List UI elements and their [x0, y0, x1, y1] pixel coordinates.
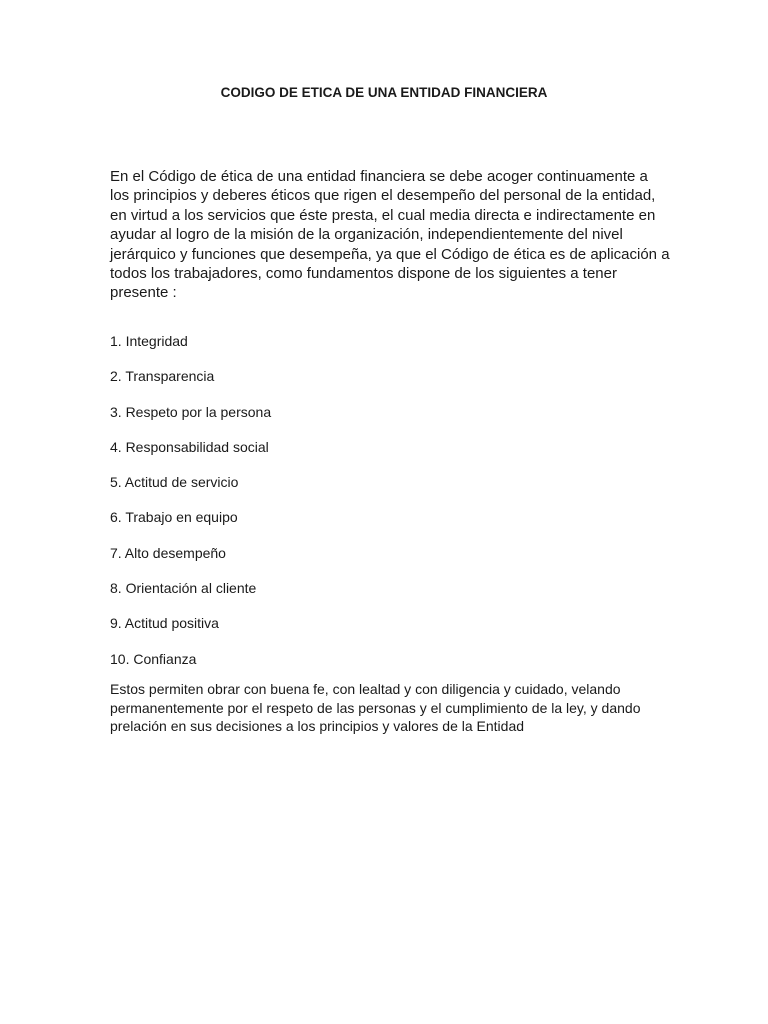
list-item: 5. Actitud de servicio: [110, 474, 239, 491]
list-item: 7. Alto desempeño: [110, 544, 226, 561]
list-item: 2. Transparencia: [110, 368, 215, 385]
list-item: 3. Respeto por la persona: [110, 403, 272, 420]
list-item: 9. Actitud positiva: [110, 615, 219, 632]
values-list: [110, 332, 271, 685]
list-item: 8. Orientación al cliente: [110, 580, 257, 597]
document-title: CODIGO DE ETICA DE UNA ENTIDAD FINANCIERA: [220, 85, 548, 100]
list-item: 6. Trabajo en equipo: [110, 509, 238, 526]
list-item: 10. Confianza: [110, 650, 197, 667]
list-item: 4. Responsabilidad social: [110, 438, 269, 455]
intro-paragraph: En el Código de ética de una entidad financiera se debe acoger continuamente a los principios y deberes éticos que rigen el desempeño del personal de la entidad, en virtud a los servicios que éste presta, el cual media directa e indirectamente en ayudar al logro de la misión de la organización, independientemente del nivel jerárquico y funciones que desempeña, ya que el Código de ética es de aplicación a todos los trabajadores, como fundamentos dispone de los siguientes a tener presente :: [110, 168, 670, 302]
closing-paragraph: Estos permiten obrar con buena fe, con lealtad y con diligencia y cuidado, velando permanentemente por el respeto de las personas y el cumplimiento de la ley, y dando prelación en sus decisiones a los principios y valores de la Entidad: [110, 681, 641, 734]
list-item: 1. Integridad: [110, 333, 188, 349]
